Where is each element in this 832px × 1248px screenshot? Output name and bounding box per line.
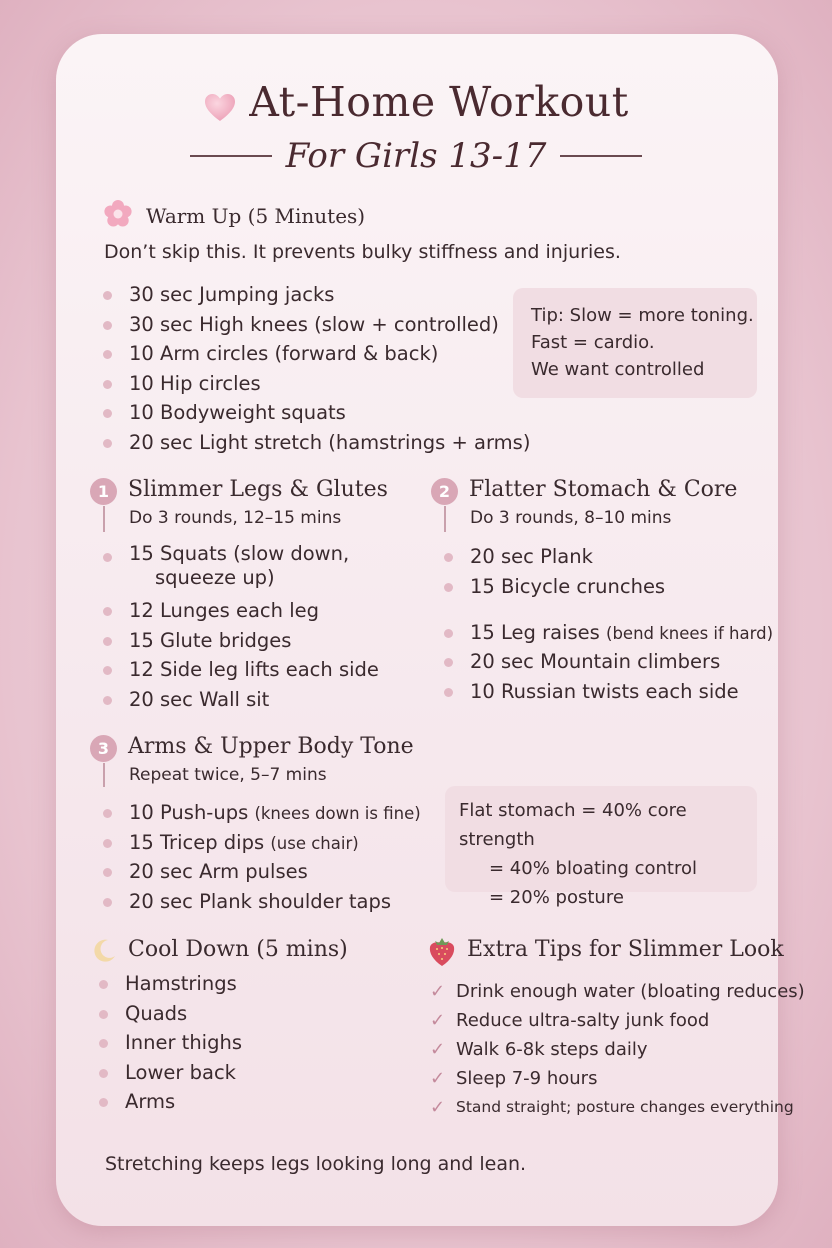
list-item: Inner thighs	[95, 1028, 345, 1058]
tip-box	[513, 288, 757, 398]
page-title: At-Home Workout	[249, 78, 629, 126]
subtitle-row	[0, 136, 832, 176]
list-item: 20 sec Mountain climbers	[440, 647, 770, 677]
tip-line: Tip: Slow = more toning.	[531, 305, 754, 326]
tip-line: Fast = cardio.	[531, 332, 655, 353]
list-item: 20 sec Plank	[440, 542, 770, 572]
check-icon: ✓	[430, 1039, 446, 1060]
list-item	[426, 1093, 794, 1122]
info-box	[445, 786, 757, 908]
list-item-text: Stand straight; posture changes everything	[456, 1098, 794, 1116]
list-item	[440, 618, 774, 648]
info-line: Flat stomach = 40% core strength	[459, 800, 687, 850]
check-icon: ✓	[430, 1068, 446, 1089]
list-item: 10 Hip circles	[99, 369, 509, 399]
list-item: 10 Bodyweight squats	[99, 398, 509, 428]
section-number-2: 2	[431, 478, 458, 505]
list-item	[99, 798, 419, 828]
header	[0, 78, 832, 126]
list-item: 15 Squats (slow down,	[99, 542, 419, 566]
info-line: = 40% bloating control	[489, 858, 698, 879]
warmup-list	[99, 280, 531, 457]
section-number-1: 1	[90, 478, 117, 505]
list-item-text: 15 Tricep dips	[129, 830, 271, 854]
list-item-text: 10 Push-ups	[129, 801, 255, 824]
list-item	[99, 828, 419, 858]
section-stem	[444, 506, 446, 532]
list-item: 30 sec High knees (slow + controlled)	[99, 310, 509, 340]
list-item	[426, 1064, 778, 1093]
extra-title: Extra Tips for Slimmer Look	[467, 937, 784, 962]
section-stem	[103, 506, 105, 532]
warmup-intro: Don’t skip this. It prevents bulky stiffness and injuries.	[104, 241, 621, 263]
core-title: Flatter Stomach & Core	[469, 477, 738, 502]
list-item: 10 Arm circles (forward & back)	[99, 339, 509, 369]
divider	[560, 155, 642, 157]
heart-icon	[203, 91, 237, 125]
cooldown-title: Cool Down (5 mins)	[128, 937, 348, 962]
list-item: 30 sec Jumping jacks	[99, 280, 509, 310]
list-item: Quads	[95, 999, 345, 1029]
list-item: 15 Glute bridges	[99, 626, 419, 656]
info-line: = 20% posture	[489, 887, 624, 908]
footer-note: Stretching keeps legs looking long and lean.	[105, 1153, 527, 1175]
list-item: 20 sec Wall sit	[99, 685, 419, 715]
legs-list	[99, 542, 419, 714]
list-item: 20 sec Arm pulses	[99, 857, 419, 887]
section-stem	[103, 763, 105, 787]
page-subtitle: For Girls 13-17	[285, 136, 547, 176]
arms-subtitle: Repeat twice, 5–7 mins	[129, 765, 327, 785]
legs-subtitle: Do 3 rounds, 12–15 mins	[129, 508, 342, 528]
core-subtitle: Do 3 rounds, 8–10 mins	[470, 508, 672, 528]
list-item-text: Sleep 7-9 hours	[456, 1068, 598, 1089]
list-item	[426, 977, 805, 1006]
list-item-text: 15 Leg raises	[470, 620, 607, 644]
list-item	[426, 1035, 778, 1064]
list-item	[426, 1006, 778, 1035]
list-item: Hamstrings	[95, 969, 345, 999]
check-icon: ✓	[430, 981, 446, 1002]
divider	[190, 155, 272, 157]
arms-title: Arms & Upper Body Tone	[128, 734, 414, 759]
moon-icon	[90, 937, 118, 965]
list-item: Arms	[95, 1087, 345, 1117]
list-item: Lower back	[95, 1058, 345, 1088]
list-item: 20 sec Light stretch (hamstrings + arms)	[99, 428, 509, 458]
core-list	[440, 542, 774, 706]
flower-icon	[102, 198, 134, 230]
tip-line: We want controlled	[531, 359, 705, 380]
strawberry-icon	[426, 934, 458, 968]
cooldown-list	[95, 969, 345, 1117]
list-item-text: Walk 6-8k steps daily	[456, 1039, 648, 1060]
extra-list	[426, 977, 805, 1122]
list-item-text: Reduce ultra-salty junk food	[456, 1010, 710, 1031]
list-item-note: (bend knees if hard)	[606, 623, 774, 643]
check-icon: ✓	[430, 1097, 446, 1118]
list-item: 15 Bicycle crunches	[440, 572, 770, 618]
list-item: 12 Side leg lifts each side	[99, 655, 419, 685]
arms-list	[99, 798, 419, 916]
list-item-text: Drink enough water (bloating reduces)	[456, 981, 805, 1002]
legs-title: Slimmer Legs & Glutes	[128, 477, 388, 502]
list-item-note: (use chair)	[270, 833, 359, 853]
list-item: 20 sec Plank shoulder taps	[99, 887, 419, 917]
list-item: 12 Lunges each leg	[99, 596, 419, 626]
list-item-note: (knees down is fine)	[254, 804, 421, 823]
section-number-3: 3	[90, 735, 117, 762]
list-item-continuation: squeeze up)	[155, 566, 275, 589]
list-item: 10 Russian twists each side	[440, 677, 770, 707]
warmup-title: Warm Up (5 Minutes)	[146, 204, 366, 228]
check-icon: ✓	[430, 1010, 446, 1031]
